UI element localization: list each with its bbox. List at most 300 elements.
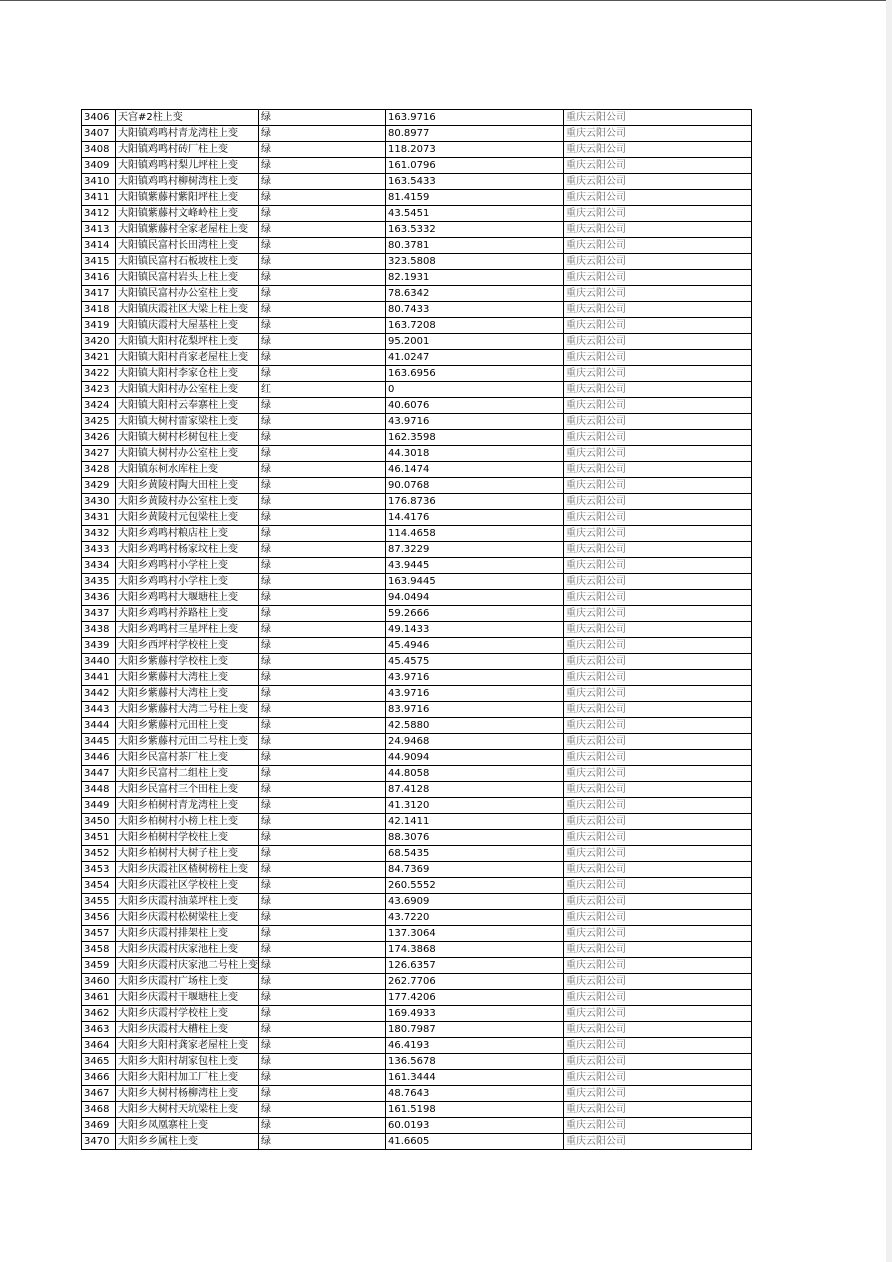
value-cell: 43.9716 (386, 670, 564, 686)
status-cell: 绿 (259, 1102, 386, 1118)
status-cell: 绿 (259, 574, 386, 590)
value-cell: 80.3781 (386, 238, 564, 254)
table-row (82, 238, 752, 254)
table-row (82, 1134, 752, 1150)
transformer-name-cell: 大阳镇大阳村云奉寨柱上变 (116, 398, 259, 414)
value-cell: 260.5552 (386, 878, 564, 894)
value-cell: 95.2001 (386, 334, 564, 350)
row-id-cell: 3442 (82, 686, 116, 702)
table-row (82, 814, 752, 830)
table-row (82, 350, 752, 366)
table-row (82, 1086, 752, 1102)
status-cell: 绿 (259, 1070, 386, 1086)
company-cell: 重庆云阳公司 (564, 846, 752, 862)
value-cell: 87.4128 (386, 782, 564, 798)
value-cell: 163.5332 (386, 222, 564, 238)
table-row (82, 222, 752, 238)
table-row (82, 990, 752, 1006)
transformer-name-cell: 大阳乡庆霞村庆家池柱上变 (116, 942, 259, 958)
status-cell: 绿 (259, 782, 386, 798)
transformer-name-cell: 大阳乡柏树村大树子柱上变 (116, 846, 259, 862)
table-row (82, 174, 752, 190)
table-row (82, 702, 752, 718)
transformer-name-cell: 大阳镇庆霞村大屋基柱上变 (116, 318, 259, 334)
value-cell: 82.1931 (386, 270, 564, 286)
transformer-name-cell: 大阳乡大阳村加工厂柱上变 (116, 1070, 259, 1086)
status-cell: 绿 (259, 542, 386, 558)
value-cell: 80.7433 (386, 302, 564, 318)
table-row (82, 1070, 752, 1086)
row-id-cell: 3419 (82, 318, 116, 334)
row-id-cell: 3417 (82, 286, 116, 302)
row-id-cell: 3462 (82, 1006, 116, 1022)
value-cell: 161.3444 (386, 1070, 564, 1086)
row-id-cell: 3418 (82, 302, 116, 318)
table-row (82, 494, 752, 510)
transformer-name-cell: 大阳乡柏树村学校柱上变 (116, 830, 259, 846)
transformer-name-cell: 大阳镇鸡鸣村梨儿坪柱上变 (116, 158, 259, 174)
company-cell: 重庆云阳公司 (564, 478, 752, 494)
transformer-name-cell: 大阳镇紫藤村紫阳坪柱上变 (116, 190, 259, 206)
company-cell: 重庆云阳公司 (564, 654, 752, 670)
status-cell: 绿 (259, 894, 386, 910)
row-id-cell: 3408 (82, 142, 116, 158)
status-cell: 绿 (259, 318, 386, 334)
table-row (82, 158, 752, 174)
table-row (82, 846, 752, 862)
transformer-name-cell: 大阳乡鸡鸣村杨家坟柱上变 (116, 542, 259, 558)
transformer-name-cell: 大阳镇鸡鸣村柳树湾柱上变 (116, 174, 259, 190)
company-cell: 重庆云阳公司 (564, 414, 752, 430)
transformer-name-cell: 大阳镇大树村办公室柱上变 (116, 446, 259, 462)
status-cell: 绿 (259, 878, 386, 894)
company-cell: 重庆云阳公司 (564, 158, 752, 174)
status-cell: 绿 (259, 206, 386, 222)
value-cell: 180.7987 (386, 1022, 564, 1038)
transformer-name-cell: 大阳镇紫藤村文峰岭柱上变 (116, 206, 259, 222)
row-id-cell: 3438 (82, 622, 116, 638)
table-row (82, 606, 752, 622)
table-row (82, 190, 752, 206)
table-row (82, 366, 752, 382)
table-row (82, 398, 752, 414)
row-id-cell: 3423 (82, 382, 116, 398)
row-id-cell: 3459 (82, 958, 116, 974)
value-cell: 24.9468 (386, 734, 564, 750)
value-cell: 60.0193 (386, 1118, 564, 1134)
company-cell: 重庆云阳公司 (564, 910, 752, 926)
status-cell: 绿 (259, 366, 386, 382)
company-cell: 重庆云阳公司 (564, 606, 752, 622)
transformer-name-cell: 大阳镇民富村石板坡柱上变 (116, 254, 259, 270)
status-cell: 绿 (259, 238, 386, 254)
value-cell: 41.0247 (386, 350, 564, 366)
row-id-cell: 3428 (82, 462, 116, 478)
transformer-name-cell: 大阳乡大阳村龚家老屋柱上变 (116, 1038, 259, 1054)
value-cell: 163.6956 (386, 366, 564, 382)
status-cell: 绿 (259, 510, 386, 526)
value-cell: 83.9716 (386, 702, 564, 718)
status-cell: 绿 (259, 494, 386, 510)
row-id-cell: 3429 (82, 478, 116, 494)
value-cell: 161.0796 (386, 158, 564, 174)
company-cell: 重庆云阳公司 (564, 270, 752, 286)
table-row (82, 830, 752, 846)
row-id-cell: 3409 (82, 158, 116, 174)
table-row (82, 686, 752, 702)
row-id-cell: 3434 (82, 558, 116, 574)
status-cell: 绿 (259, 606, 386, 622)
transformer-name-cell: 大阳乡大树村杨柳湾柱上变 (116, 1086, 259, 1102)
row-id-cell: 3435 (82, 574, 116, 590)
company-cell: 重庆云阳公司 (564, 766, 752, 782)
transformer-name-cell: 大阳乡民富村三个田柱上变 (116, 782, 259, 798)
table-row (82, 974, 752, 990)
value-cell: 126.6357 (386, 958, 564, 974)
row-id-cell: 3451 (82, 830, 116, 846)
table-row (82, 878, 752, 894)
transformer-name-cell: 大阳乡鸡鸣村粮店柱上变 (116, 526, 259, 542)
status-cell: 绿 (259, 350, 386, 366)
company-cell: 重庆云阳公司 (564, 670, 752, 686)
transformer-name-cell: 大阳镇鸡鸣村青龙湾柱上变 (116, 126, 259, 142)
transformer-name-cell: 大阳镇大阳村李家仓柱上变 (116, 366, 259, 382)
company-cell: 重庆云阳公司 (564, 830, 752, 846)
status-cell: 绿 (259, 686, 386, 702)
status-cell: 绿 (259, 974, 386, 990)
status-cell: 绿 (259, 1054, 386, 1070)
value-cell: 43.9716 (386, 414, 564, 430)
value-cell: 90.0768 (386, 478, 564, 494)
row-id-cell: 3420 (82, 334, 116, 350)
status-cell: 绿 (259, 830, 386, 846)
table-row (82, 590, 752, 606)
transformer-name-cell: 大阳乡柏树村青龙湾柱上变 (116, 798, 259, 814)
company-cell: 重庆云阳公司 (564, 878, 752, 894)
transformer-name-cell: 大阳镇大阳村办公室柱上变 (116, 382, 259, 398)
company-cell: 重庆云阳公司 (564, 430, 752, 446)
company-cell: 重庆云阳公司 (564, 958, 752, 974)
row-id-cell: 3443 (82, 702, 116, 718)
value-cell: 44.3018 (386, 446, 564, 462)
status-cell: 绿 (259, 302, 386, 318)
company-cell: 重庆云阳公司 (564, 1054, 752, 1070)
transformer-name-cell: 大阳乡庆霞村松树梁柱上变 (116, 910, 259, 926)
company-cell: 重庆云阳公司 (564, 1006, 752, 1022)
value-cell: 174.3868 (386, 942, 564, 958)
transformer-name-cell: 大阳乡庆霞村干堰塘柱上变 (116, 990, 259, 1006)
transformer-name-cell: 大阳镇民富村办公室柱上变 (116, 286, 259, 302)
row-id-cell: 3457 (82, 926, 116, 942)
value-cell: 81.4159 (386, 190, 564, 206)
transformer-name-cell: 大阳镇鸡鸣村砖厂柱上变 (116, 142, 259, 158)
table-row (82, 1038, 752, 1054)
status-cell: 绿 (259, 846, 386, 862)
value-cell: 137.3064 (386, 926, 564, 942)
status-cell: 绿 (259, 926, 386, 942)
status-cell: 绿 (259, 398, 386, 414)
row-id-cell: 3422 (82, 366, 116, 382)
value-cell: 46.1474 (386, 462, 564, 478)
table-row (82, 302, 752, 318)
status-cell: 绿 (259, 638, 386, 654)
row-id-cell: 3413 (82, 222, 116, 238)
table-row (82, 430, 752, 446)
status-cell: 绿 (259, 414, 386, 430)
company-cell: 重庆云阳公司 (564, 590, 752, 606)
row-id-cell: 3465 (82, 1054, 116, 1070)
status-cell: 绿 (259, 1038, 386, 1054)
table-row (82, 574, 752, 590)
table-row (82, 958, 752, 974)
row-id-cell: 3456 (82, 910, 116, 926)
table-row (82, 318, 752, 334)
company-cell: 重庆云阳公司 (564, 862, 752, 878)
value-cell: 87.3229 (386, 542, 564, 558)
status-cell: 绿 (259, 750, 386, 766)
transformer-name-cell: 大阳镇大树村雷家梁柱上变 (116, 414, 259, 430)
value-cell: 49.1433 (386, 622, 564, 638)
transformer-name-cell: 大阳乡庆霞村油菜坪柱上变 (116, 894, 259, 910)
table-row (82, 862, 752, 878)
company-cell: 重庆云阳公司 (564, 814, 752, 830)
company-cell: 重庆云阳公司 (564, 1086, 752, 1102)
status-cell: 绿 (259, 958, 386, 974)
value-cell: 84.7369 (386, 862, 564, 878)
table-row (82, 1118, 752, 1134)
status-cell: 绿 (259, 254, 386, 270)
table-row (82, 110, 752, 126)
table-row (82, 1022, 752, 1038)
company-cell: 重庆云阳公司 (564, 190, 752, 206)
transformer-name-cell: 大阳乡鸡鸣村小学柱上变 (116, 558, 259, 574)
row-id-cell: 3468 (82, 1102, 116, 1118)
company-cell: 重庆云阳公司 (564, 318, 752, 334)
status-cell: 绿 (259, 718, 386, 734)
status-cell: 绿 (259, 334, 386, 350)
row-id-cell: 3461 (82, 990, 116, 1006)
transformer-name-cell: 大阳乡鸡鸣村三星坪柱上变 (116, 622, 259, 638)
row-id-cell: 3416 (82, 270, 116, 286)
transformer-name-cell: 大阳乡鸡鸣村小学柱上变 (116, 574, 259, 590)
value-cell: 45.4946 (386, 638, 564, 654)
status-cell: 绿 (259, 622, 386, 638)
row-id-cell: 3447 (82, 766, 116, 782)
status-cell: 绿 (259, 446, 386, 462)
transformer-name-cell: 天宫#2柱上变 (116, 110, 259, 126)
value-cell: 177.4206 (386, 990, 564, 1006)
row-id-cell: 3446 (82, 750, 116, 766)
company-cell: 重庆云阳公司 (564, 750, 752, 766)
transformer-name-cell: 大阳乡庆霞村广场柱上变 (116, 974, 259, 990)
company-cell: 重庆云阳公司 (564, 366, 752, 382)
status-cell: 绿 (259, 734, 386, 750)
company-cell: 重庆云阳公司 (564, 942, 752, 958)
value-cell: 0 (386, 382, 564, 398)
row-id-cell: 3421 (82, 350, 116, 366)
transformer-name-cell: 大阳乡鸡鸣村大堰塘柱上变 (116, 590, 259, 606)
row-id-cell: 3436 (82, 590, 116, 606)
status-cell: 绿 (259, 1118, 386, 1134)
table-row (82, 1102, 752, 1118)
row-id-cell: 3449 (82, 798, 116, 814)
company-cell: 重庆云阳公司 (564, 1022, 752, 1038)
company-cell: 重庆云阳公司 (564, 462, 752, 478)
status-cell: 绿 (259, 558, 386, 574)
value-cell: 48.7643 (386, 1086, 564, 1102)
table-row (82, 1054, 752, 1070)
row-id-cell: 3406 (82, 110, 116, 126)
row-id-cell: 3431 (82, 510, 116, 526)
company-cell: 重庆云阳公司 (564, 526, 752, 542)
transformer-name-cell: 大阳镇大树村杉树包柱上变 (116, 430, 259, 446)
value-cell: 80.8977 (386, 126, 564, 142)
transformer-name-cell: 大阳乡紫藤村大湾柱上变 (116, 670, 259, 686)
transformer-name-cell: 大阳乡庆霞村学校柱上变 (116, 1006, 259, 1022)
transformer-name-cell: 大阳乡西坪村学校柱上变 (116, 638, 259, 654)
table-row (82, 414, 752, 430)
row-id-cell: 3415 (82, 254, 116, 270)
row-id-cell: 3425 (82, 414, 116, 430)
table-row (82, 942, 752, 958)
status-cell: 绿 (259, 158, 386, 174)
status-cell: 绿 (259, 590, 386, 606)
table-row (82, 670, 752, 686)
company-cell: 重庆云阳公司 (564, 382, 752, 398)
value-cell: 68.5435 (386, 846, 564, 862)
transformer-name-cell: 大阳乡民富村茶厂柱上变 (116, 750, 259, 766)
transformer-name-cell: 大阳乡庆霞村大槽柱上变 (116, 1022, 259, 1038)
value-cell: 40.6076 (386, 398, 564, 414)
company-cell: 重庆云阳公司 (564, 174, 752, 190)
table-row (82, 622, 752, 638)
status-cell: 绿 (259, 430, 386, 446)
status-cell: 绿 (259, 990, 386, 1006)
company-cell: 重庆云阳公司 (564, 1038, 752, 1054)
row-id-cell: 3430 (82, 494, 116, 510)
row-id-cell: 3441 (82, 670, 116, 686)
value-cell: 43.6909 (386, 894, 564, 910)
status-cell: 绿 (259, 1022, 386, 1038)
row-id-cell: 3470 (82, 1134, 116, 1150)
value-cell: 94.0494 (386, 590, 564, 606)
table-row (82, 142, 752, 158)
value-cell: 44.9094 (386, 750, 564, 766)
row-id-cell: 3450 (82, 814, 116, 830)
value-cell: 163.5433 (386, 174, 564, 190)
value-cell: 42.1411 (386, 814, 564, 830)
status-cell: 绿 (259, 798, 386, 814)
transformer-name-cell: 大阳乡紫藤村元田二号柱上变 (116, 734, 259, 750)
transformer-name-cell: 大阳乡凤凰寨柱上变 (116, 1118, 259, 1134)
transformer-name-cell: 大阳镇大阳村花梨坪柱上变 (116, 334, 259, 350)
row-id-cell: 3458 (82, 942, 116, 958)
status-cell: 绿 (259, 942, 386, 958)
table-row (82, 382, 752, 398)
row-id-cell: 3448 (82, 782, 116, 798)
transformer-name-cell: 大阳镇东柯水库柱上变 (116, 462, 259, 478)
company-cell: 重庆云阳公司 (564, 574, 752, 590)
company-cell: 重庆云阳公司 (564, 990, 752, 1006)
value-cell: 78.6342 (386, 286, 564, 302)
value-cell: 41.3120 (386, 798, 564, 814)
table-row (82, 558, 752, 574)
status-cell: 绿 (259, 862, 386, 878)
table-row (82, 286, 752, 302)
value-cell: 43.7220 (386, 910, 564, 926)
table-row (82, 766, 752, 782)
company-cell: 重庆云阳公司 (564, 702, 752, 718)
value-cell: 43.9716 (386, 686, 564, 702)
value-cell: 42.5880 (386, 718, 564, 734)
company-cell: 重庆云阳公司 (564, 126, 752, 142)
row-id-cell: 3410 (82, 174, 116, 190)
status-cell: 绿 (259, 766, 386, 782)
company-cell: 重庆云阳公司 (564, 974, 752, 990)
value-cell: 161.5198 (386, 1102, 564, 1118)
value-cell: 14.4176 (386, 510, 564, 526)
status-cell: 绿 (259, 1134, 386, 1150)
company-cell: 重庆云阳公司 (564, 222, 752, 238)
table-row (82, 446, 752, 462)
company-cell: 重庆云阳公司 (564, 398, 752, 414)
table-row (82, 526, 752, 542)
company-cell: 重庆云阳公司 (564, 254, 752, 270)
transformer-name-cell: 大阳乡庆霞社区学校柱上变 (116, 878, 259, 894)
status-cell: 绿 (259, 654, 386, 670)
value-cell: 162.3598 (386, 430, 564, 446)
row-id-cell: 3414 (82, 238, 116, 254)
company-cell: 重庆云阳公司 (564, 718, 752, 734)
value-cell: 163.9716 (386, 110, 564, 126)
row-id-cell: 3453 (82, 862, 116, 878)
value-cell: 169.4933 (386, 1006, 564, 1022)
company-cell: 重庆云阳公司 (564, 494, 752, 510)
table-row (82, 926, 752, 942)
row-id-cell: 3466 (82, 1070, 116, 1086)
status-cell: 绿 (259, 142, 386, 158)
row-id-cell: 3407 (82, 126, 116, 142)
table-row (82, 510, 752, 526)
value-cell: 176.8736 (386, 494, 564, 510)
company-cell: 重庆云阳公司 (564, 510, 752, 526)
row-id-cell: 3437 (82, 606, 116, 622)
table-row (82, 462, 752, 478)
row-id-cell: 3412 (82, 206, 116, 222)
transformer-name-cell: 大阳乡紫藤村元田柱上变 (116, 718, 259, 734)
value-cell: 114.4658 (386, 526, 564, 542)
value-cell: 43.5451 (386, 206, 564, 222)
table-row (82, 334, 752, 350)
transformer-name-cell: 大阳乡庆霞村排架柱上变 (116, 926, 259, 942)
company-cell: 重庆云阳公司 (564, 558, 752, 574)
row-id-cell: 3445 (82, 734, 116, 750)
transformer-name-cell: 大阳乡鸡鸣村养路柱上变 (116, 606, 259, 622)
value-cell: 43.9445 (386, 558, 564, 574)
row-id-cell: 3440 (82, 654, 116, 670)
transformer-name-cell: 大阳乡乡属柱上变 (116, 1134, 259, 1150)
table-row (82, 478, 752, 494)
status-cell: 绿 (259, 286, 386, 302)
value-cell: 45.4575 (386, 654, 564, 670)
row-id-cell: 3427 (82, 446, 116, 462)
table-row (82, 894, 752, 910)
status-cell: 绿 (259, 222, 386, 238)
transformer-name-cell: 大阳乡民富村二组柱上变 (116, 766, 259, 782)
row-id-cell: 3424 (82, 398, 116, 414)
page-right-edge (886, 0, 892, 1262)
company-cell: 重庆云阳公司 (564, 1070, 752, 1086)
